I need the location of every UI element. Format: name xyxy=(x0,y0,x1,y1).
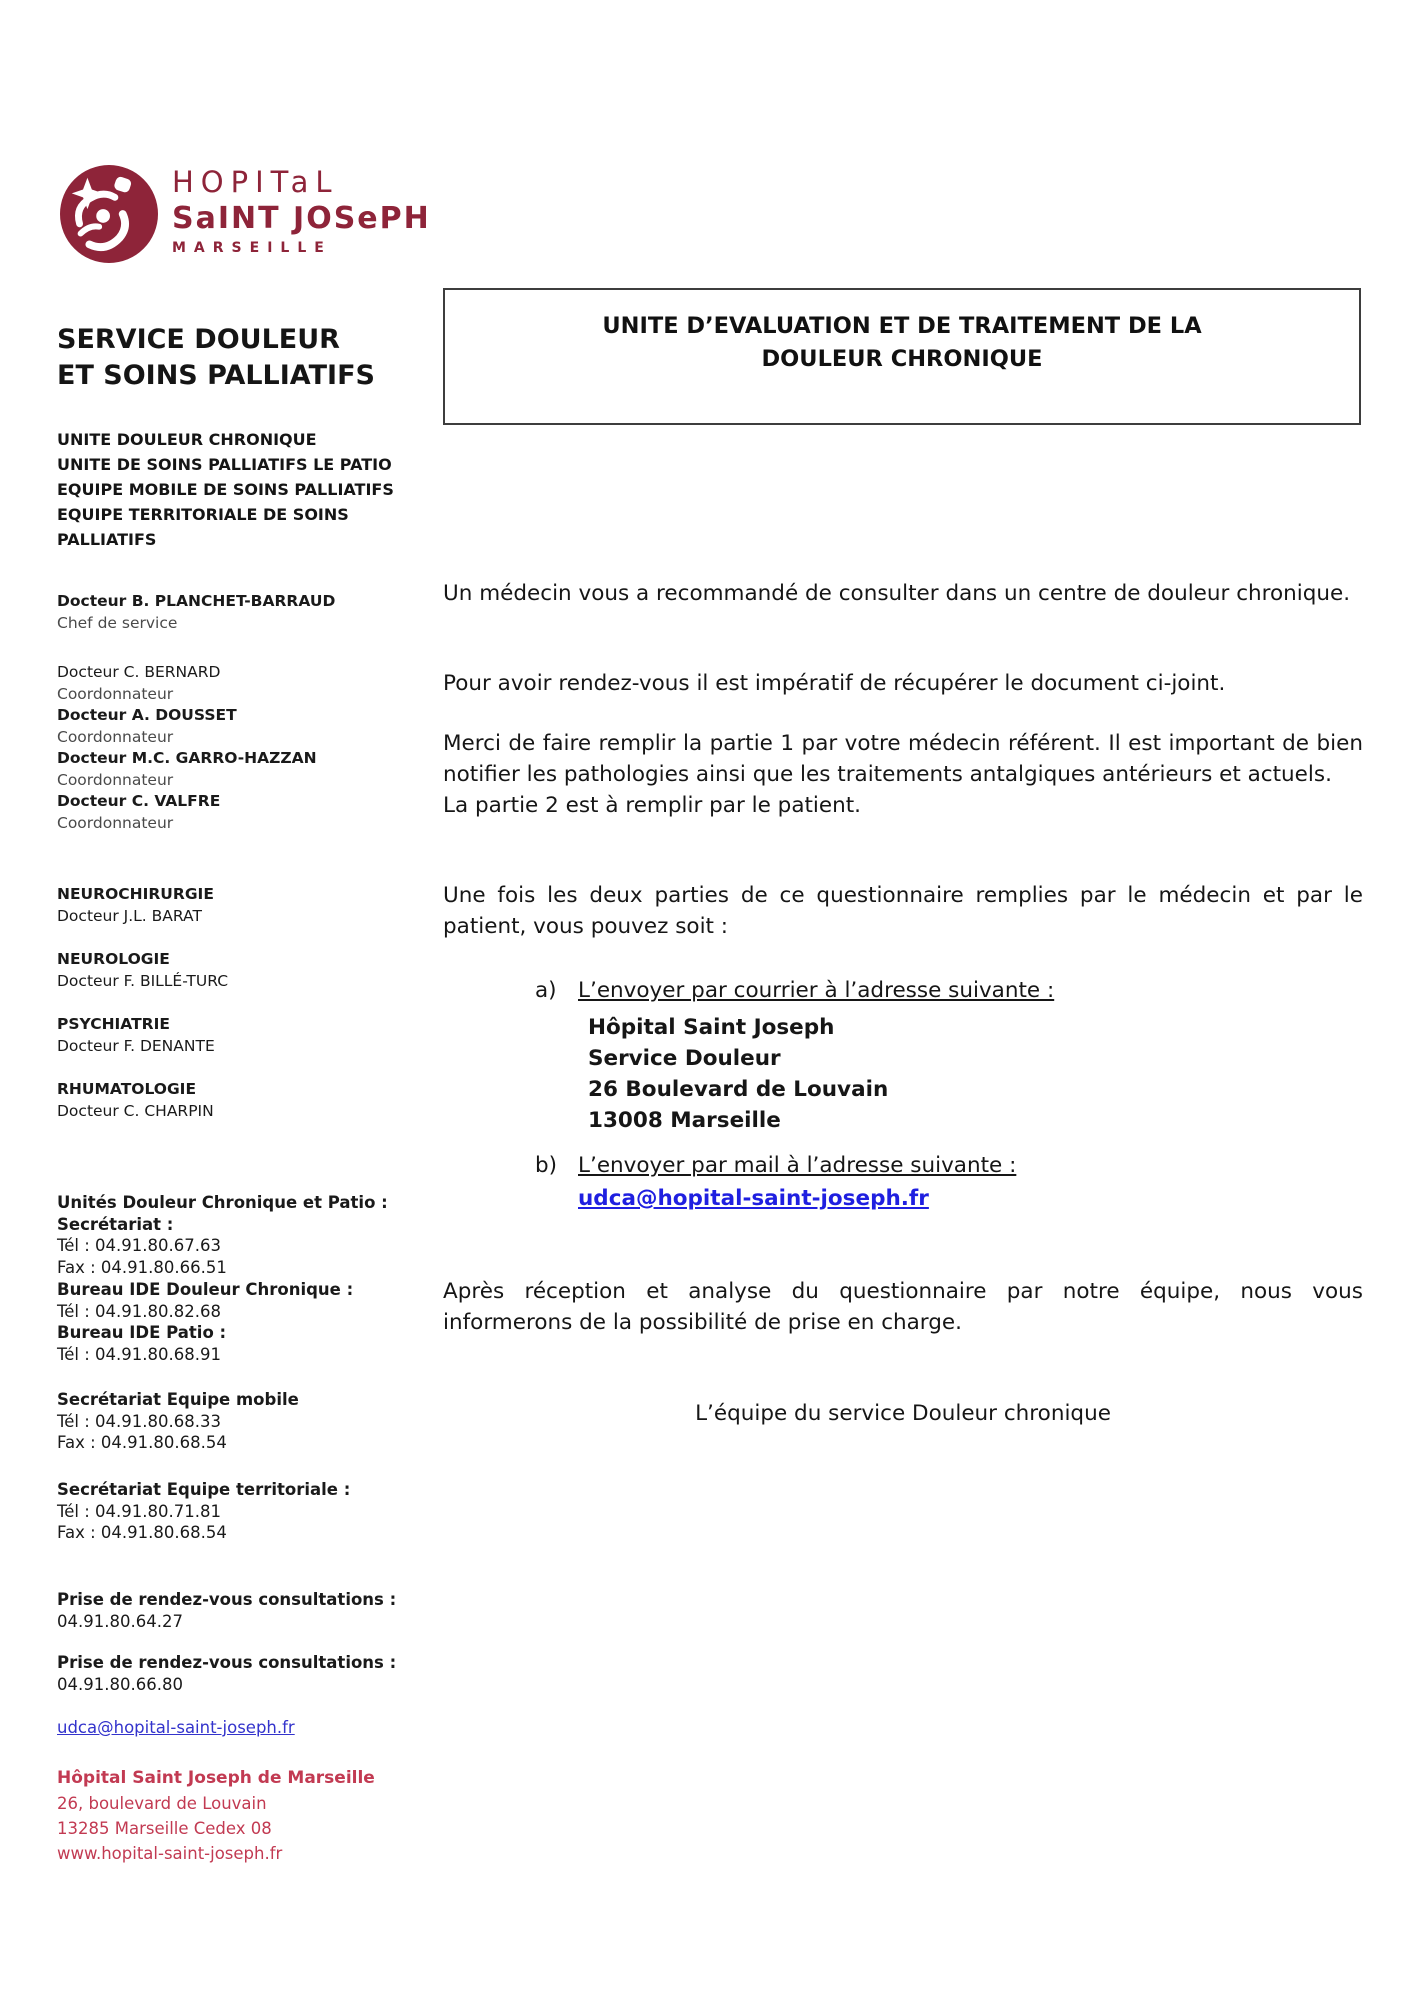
doctor-name: Docteur C. BERNARD xyxy=(57,663,221,681)
rdv-consultations-2 xyxy=(57,1652,452,1695)
doctor-role: Coordonnateur xyxy=(57,813,174,832)
option-a-heading: L’envoyer par courrier à l’adresse suivante : xyxy=(578,978,1055,1003)
paragraph-apres-reception: Après réception et analyse du questionnaire par notre équipe, nous vous informerons de la possibilité de prise en charge. xyxy=(443,1279,1363,1335)
unit-item: EQUIPE TERRITORIALE DE SOINS PALLIATIFS xyxy=(57,505,349,549)
sidebar-email-link[interactable]: udca@hopital-saint-joseph.fr xyxy=(57,1718,295,1737)
fax-line: Fax : 04.91.80.66.51 xyxy=(57,1258,227,1278)
paragraph-rendez-vous: Pour avoir rendez-vous il est impératif de récupérer le document ci-joint. xyxy=(443,671,1226,696)
doctor-name: Docteur M.C. GARRO-HAZZAN xyxy=(57,749,317,767)
rdv-phone: 04.91.80.64.27 xyxy=(57,1611,183,1631)
specialty-doctor: Docteur F. DENANTE xyxy=(57,1036,215,1055)
title-box xyxy=(443,288,1361,425)
option-a-label: a) xyxy=(535,978,557,1003)
sidebar-email xyxy=(57,1718,452,1737)
signature-line: L’équipe du service Douleur chronique xyxy=(695,1401,1111,1426)
logo-marseille-text: MARSEILLE xyxy=(172,240,332,256)
specialty-block xyxy=(57,1079,452,1122)
address-line: 26 Boulevard de Louvain xyxy=(588,1077,889,1102)
option-mail xyxy=(535,1150,1365,1214)
contacts-title: Unités Douleur Chronique et Patio : xyxy=(57,1193,388,1212)
unit-item: EQUIPE MOBILE DE SOINS PALLIATIFS xyxy=(57,480,394,499)
address-line: Hôpital Saint Joseph xyxy=(588,1015,835,1040)
unit-item: UNITE DE SOINS PALLIATIFS LE PATIO xyxy=(57,455,392,474)
paragraph-recommandation: Un médecin vous a recommandé de consulter dans un centre de douleur chronique. xyxy=(443,581,1351,606)
rdv-label: Prise de rendez-vous consultations : xyxy=(57,1590,397,1609)
doctor-role: Chef de service xyxy=(57,613,178,632)
specialty-dept: NEUROLOGIE xyxy=(57,950,170,968)
paragraph-partie1-text: Merci de faire remplir la partie 1 par votre médecin référent. Il est important de bien notifier les pathologies ainsi que les traitements antalgiques antérieurs et actuels. xyxy=(443,731,1363,787)
units-list xyxy=(57,427,452,552)
phone-line: Tél : 04.91.80.82.68 xyxy=(57,1301,222,1321)
paragraph-partie2-text: La partie 2 est à remplir par le patient. xyxy=(443,793,862,818)
secretariat-label: Secrétariat : xyxy=(57,1214,174,1234)
specialty-block xyxy=(57,884,452,927)
logo-hopital-text: HOPITaL xyxy=(172,165,339,199)
fax-line: Fax : 04.91.80.68.54 xyxy=(57,1433,227,1453)
doctor-role: Coordonnateur xyxy=(57,770,174,789)
paragraph-partie1 xyxy=(443,728,1363,821)
option-a-content xyxy=(578,975,1054,1136)
specialty-block xyxy=(57,1014,452,1057)
specialty-doctor: Docteur J.L. BARAT xyxy=(57,906,202,925)
service-title-line2: ET SOINS PALLIATIFS xyxy=(57,360,375,391)
option-b-heading: L’envoyer par mail à l’adresse suivante : xyxy=(578,1153,1017,1178)
logo-saint-joseph-text: SaINT JOSePH xyxy=(172,201,431,236)
phone-line: Tél : 04.91.80.67.63 xyxy=(57,1236,222,1256)
bureau-ide-dc-label: Bureau IDE Douleur Chronique : xyxy=(57,1279,354,1299)
doctor-name: Docteur B. PLANCHET-BARRAUD xyxy=(57,592,336,610)
specialty-doctor: Docteur C. CHARPIN xyxy=(57,1101,214,1120)
hospital-website: www.hopital-saint-joseph.fr xyxy=(57,1844,283,1863)
hospital-name: Hôpital Saint Joseph de Marseille xyxy=(57,1768,375,1788)
contacts-title: Secrétariat Equipe mobile xyxy=(57,1390,299,1409)
rdv-phone: 04.91.80.66.80 xyxy=(57,1674,183,1694)
doctor-role: Coordonnateur xyxy=(57,684,174,703)
unit-item: UNITE DOULEUR CHRONIQUE xyxy=(57,430,317,449)
specialty-doctor: Docteur F. BILLÉ-TURC xyxy=(57,971,229,990)
phone-line: Tél : 04.91.80.71.81 xyxy=(57,1501,222,1521)
contacts-equipe-territoriale xyxy=(57,1479,452,1544)
rdv-label: Prise de rendez-vous consultations : xyxy=(57,1653,397,1672)
option-b-label: b) xyxy=(535,1153,558,1178)
option-b-content xyxy=(578,1150,1016,1214)
phone-line: Tél : 04.91.80.68.33 xyxy=(57,1411,222,1431)
contacts-unites xyxy=(57,1192,452,1366)
hospital-city: 13285 Marseille Cedex 08 xyxy=(57,1819,272,1838)
specialty-dept: RHUMATOLOGIE xyxy=(57,1080,197,1098)
main-email-link[interactable]: udca@hopital-saint-joseph.fr xyxy=(578,1186,929,1211)
paragraph-une-fois: Une fois les deux parties de ce questionnaire remplies par le médecin et par le patient, vous pouvez soit : xyxy=(443,883,1363,939)
coordinators-list xyxy=(57,662,452,834)
address-line: 13008 Marseille xyxy=(588,1108,781,1133)
rdv-consultations-1 xyxy=(57,1589,452,1632)
contacts-title: Secrétariat Equipe territoriale : xyxy=(57,1480,351,1499)
specialty-block xyxy=(57,949,452,992)
hospital-street: 26, boulevard de Louvain xyxy=(57,1794,267,1813)
hospital-logo xyxy=(60,165,480,270)
specialties-list xyxy=(57,884,452,1144)
option-courrier xyxy=(535,975,1365,1136)
mail-address-block xyxy=(578,1012,1054,1136)
address-line: Service Douleur xyxy=(588,1046,781,1071)
doctor-name: Docteur C. VALFRE xyxy=(57,792,221,810)
logo-emblem-icon xyxy=(60,165,158,263)
logo-wordmark xyxy=(172,165,431,256)
specialty-dept: NEUROCHIRURGIE xyxy=(57,885,214,903)
document-title: UNITE D’EVALUATION ET DE TRAITEMENT DE LA DOULEUR CHRONIQUE xyxy=(602,313,1202,372)
bureau-ide-patio-label: Bureau IDE Patio : xyxy=(57,1323,227,1343)
contacts-equipe-mobile xyxy=(57,1389,452,1454)
service-title-line1: SERVICE DOULEUR xyxy=(57,324,340,355)
service-title xyxy=(57,322,452,394)
phone-line: Tél : 04.91.80.68.91 xyxy=(57,1344,222,1364)
doctor-role: Coordonnateur xyxy=(57,727,174,746)
hospital-address xyxy=(57,1766,452,1866)
chief-of-service xyxy=(57,591,452,634)
fax-line: Fax : 04.91.80.68.54 xyxy=(57,1523,227,1543)
specialty-dept: PSYCHIATRIE xyxy=(57,1015,170,1033)
doctor-name: Docteur A. DOUSSET xyxy=(57,706,237,724)
